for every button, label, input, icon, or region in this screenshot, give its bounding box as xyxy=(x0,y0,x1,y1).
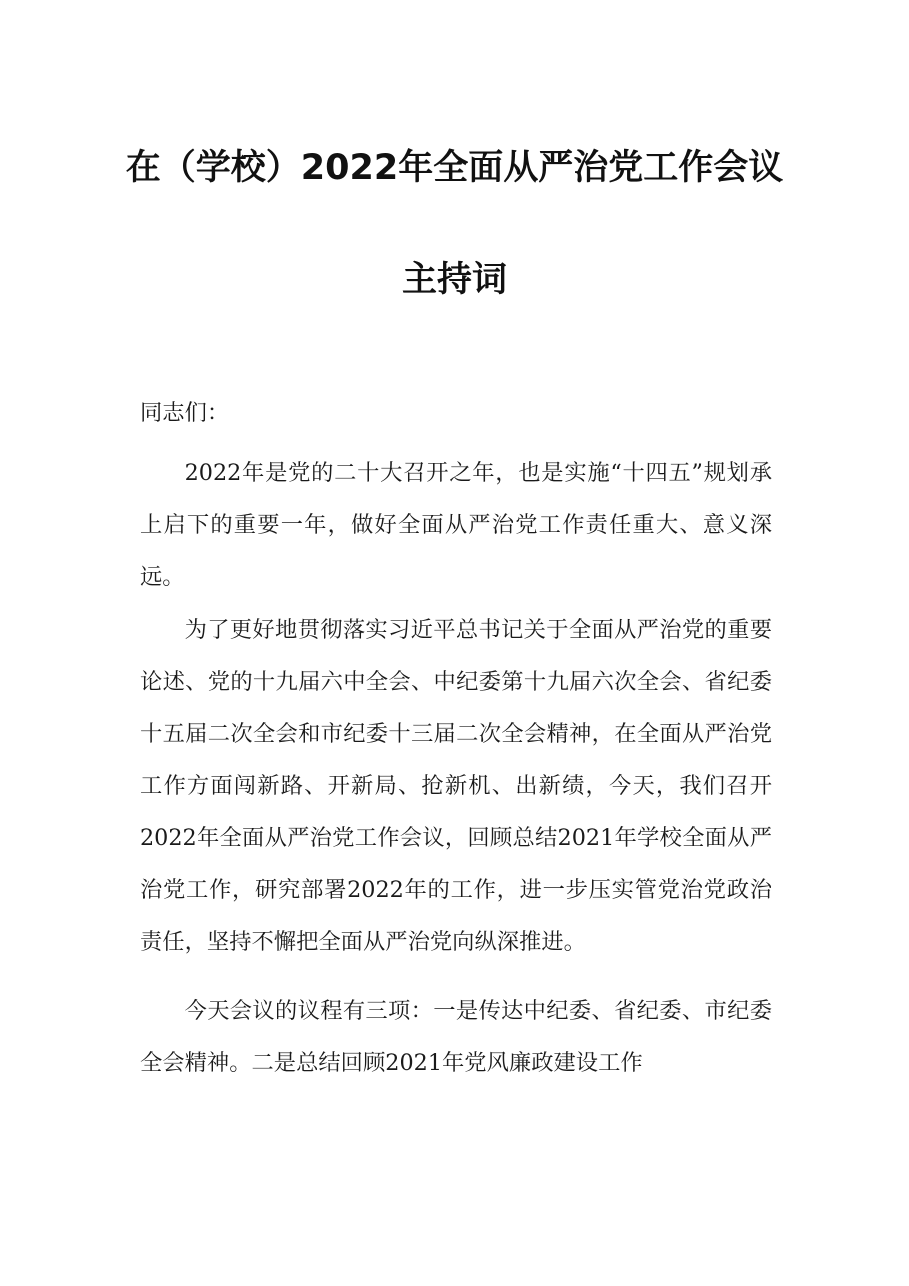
document-title-line1: 在（学校）2022年全面从严治党工作会议 xyxy=(125,148,784,188)
paragraph-2: 为了更好地贯彻落实习近平总书记关于全面从严治党的重要论述、党的十九届六中全会、中纪委第十九届六次全会、省纪委十五届二次全会和市纪委十三届二次全会精神，在全面从严治党工作方面闯新路、开新局、抢新机、出新绩，今天，我们召开2022年全面从严治党工作会议，回顾总结2021年学校全面从严治党工作，研究部署2022年的工作，进一步压实管党治党政治责任，坚持不懈把全面从严治党向纵深推进。 xyxy=(140,617,772,955)
paragraph-1: 2022年是党的二十大召开之年，也是实施“十四五”规划承上启下的重要一年，做好全面从严治党工作责任重大、意义深远。 xyxy=(140,460,772,590)
paragraph-3: 今天会议的议程有三项：一是传达中纪委、省纪委、市纪委全会精神。二是总结回顾2021年党风廉政建设工作 xyxy=(140,998,772,1076)
document-title-line2: 主持词 xyxy=(401,260,507,300)
salutation: 同志们： xyxy=(140,400,230,426)
